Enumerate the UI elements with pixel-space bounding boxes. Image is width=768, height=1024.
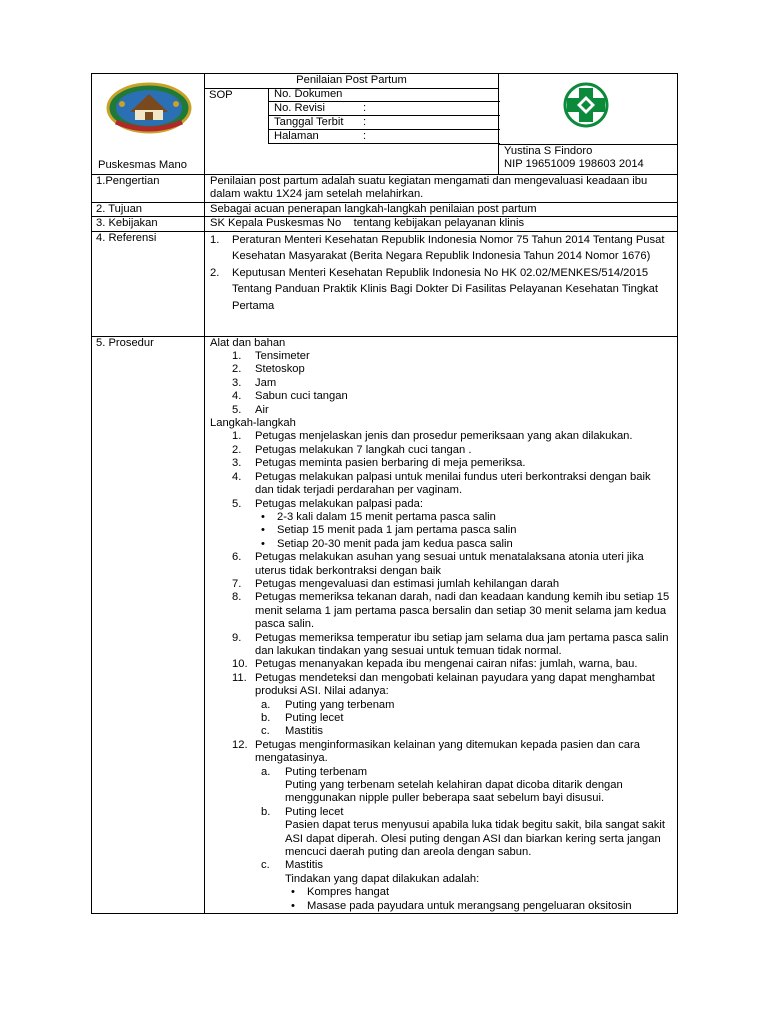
sub-item: c. Mastitis: [261, 725, 323, 738]
field-no-dokumen: No. Dokumen: [269, 88, 500, 102]
list-item: 1. Peraturan Menteri Kesehatan Republik Indonesia Nomor 75 Tahun 2014 Tentang Pusat Kesehatan Masyarakat (Berita Negara Republik Indonesia Tahun 2014 Nomor 1676): [210, 233, 665, 263]
bullet-item: • Masase pada payudara untuk merangsang pengeluaran oksitosin: [291, 899, 632, 912]
list-item: 5. Air: [232, 403, 269, 416]
signature-cell: [499, 74, 677, 174]
label-tujuan: 2. Tujuan: [92, 203, 205, 216]
sub-item: a. Puting yang terbenam: [261, 698, 395, 711]
sub-item: b. Puting lecet: [261, 712, 344, 724]
row-prosedur: [92, 337, 677, 913]
step-item: 12. Petugas menginformasikan kelainan yang ditemukan kepada pasien dan cara mengatasinya. a. Puting terbenam Puting yang terbenam setelah kelahiran dapat dicoba ditarik dengan menggunakan nipple puller beberapa saat sebelum bayi disusui. b. Puting lecet Pasien dapat terus menyusui apabila luka tidak begitu sakit, bila sangat sakit ASI dapat diperah. Olesi puting dengan ASI dan biarkan kering serta jangan mencuci daerah puting dan areola dengan sabun. c. Mastitis Tindakan yang dapat dilakukan adalah: • Kompres hangat • Masase pada payudara untuk merangsang pengeluaran oksitosin: [210, 739, 672, 913]
sop-label: SOP: [209, 89, 233, 101]
signer-nip: NIP 19651009 198603 2014: [504, 158, 644, 171]
label-referensi: 4. Referensi: [92, 232, 205, 336]
list-item: 2. Stetoskop: [232, 363, 305, 376]
bullet-item: • Setiap 20-30 menit pada jam kedua pasca salin: [261, 537, 513, 550]
step-item: 10. Petugas menanyakan kepada ibu mengenai cairan nifas: jumlah, warna, bau.: [232, 658, 638, 671]
alat-list: [210, 350, 672, 417]
step-item: 4. Petugas melakukan palpasi untuk menilai fundus uteri berkontraksi dengan baik dan tidak terjadi perdarahan per vaginam.: [232, 470, 651, 497]
text-kebijakan: SK Kepala Puskesmas No tentang kebijakan pelayanan klinis: [210, 217, 525, 230]
field-halaman: Halaman :: [269, 130, 500, 144]
kemenkes-cross-logo: [559, 82, 613, 128]
row-tujuan: [92, 203, 677, 217]
document-header: [92, 74, 677, 175]
step-item: 8. Petugas memeriksa tekanan darah, nadi dan keadaan kandung kemih ibu setiap 15 menit selama 1 jam pertama pasca bersalin dan setiap 30 menit selama jam kedua pasca salin.: [232, 591, 670, 631]
sub-item: b. Puting lecet Pasien dapat terus menyusui apabila luka tidak begitu sakit, bila sangat sakit ASI dapat diperah. Olesi puting dengan ASI dan biarkan kering serta jangan mencuci daerah puting dan areola dengan sabun.: [261, 805, 665, 859]
step-item: 2. Petugas melakukan 7 langkah cuci tangan .: [232, 443, 472, 456]
signer-name: Yustina S Findoro: [504, 145, 593, 157]
step-item: 3. Petugas meminta pasien berbaring di meja pemeriksa.: [232, 457, 526, 470]
row-referensi: [92, 232, 677, 337]
label-prosedur: 5. Prosedur: [92, 337, 205, 913]
sub-item: c. Mastitis Tindakan yang dapat dilakukan adalah: • Kompres hangat • Masase pada payudara untuk merangsang pengeluaran oksitosin: [261, 859, 632, 912]
text-tujuan: Sebagai acuan penerapan langkah-langkah penilaian post partum: [210, 202, 537, 215]
sop-document: [91, 73, 678, 914]
field-no-revisi: No. Revisi :: [269, 102, 500, 116]
list-item: 3. Jam: [232, 376, 277, 389]
procedure-content: [205, 337, 677, 913]
bullet-item: • Setiap 15 menit pada 1 jam pertama pasca salin: [261, 524, 517, 537]
list-item: 4. Sabun cuci tangan: [232, 390, 348, 403]
label-pengertian: 1.Pengertian: [92, 175, 205, 202]
sub-item: a. Puting terbenam Puting yang terbenam setelah kelahiran dapat dicoba ditarik dengan menggunakan nipple puller beberapa saat sebelum bayi disusui.: [261, 765, 623, 805]
step-item: 7. Petugas mengevaluasi dan estimasi jumlah kehilangan darah: [232, 577, 560, 590]
signer-block: [499, 144, 677, 172]
alat-heading: Alat dan bahan: [210, 336, 286, 349]
field-tanggal-terbit: Tanggal Terbit :: [269, 116, 500, 130]
document-title: Penilaian Post Partum: [205, 74, 498, 89]
puskesmas-name: Puskesmas Mano: [98, 158, 187, 171]
text-pengertian: Penilaian post partum adalah suatu kegiatan mengamati dan mengevaluasi keadaan ibu dalam waktu 1X24 jam setelah melahirkan.: [210, 175, 648, 201]
step-item: 6. Petugas melakukan asuhan yang sesuai untuk menatalaksana atonia uteri jika uterus tidak berkontraksi dengan baik: [232, 551, 644, 577]
bullet-item: • 2-3 kali dalam 15 menit pertama pasca salin: [261, 510, 496, 523]
row-kebijakan: [92, 217, 677, 231]
row-pengertian: [92, 175, 677, 203]
list-item: 1. Tensimeter: [232, 350, 310, 363]
langkah-heading: Langkah-langkah: [210, 417, 296, 430]
logo-cell: [92, 74, 205, 174]
regency-emblem-logo: [106, 82, 192, 134]
step-item: 9. Petugas memeriksa temperatur ibu setiap jam selama dua jam pertama pasca salin dan lakukan tindakan yang sesuai untuk temuan tidak normal.: [232, 631, 669, 657]
document-fields: [268, 88, 500, 144]
list-item: 2. Keputusan Menteri Kesehatan Republik Indonesia No HK 02.02/MENKES/514/2015 Tentang Panduan Praktik Klinis Bagi Dokter Di Fasilitas Pelayanan Kesehatan Tingkat Pertama: [210, 266, 658, 312]
step-item: 11. Petugas mendeteksi dan mengobati kelainan payudara yang dapat menghambat produksi ASI. Nilai adanya: a. Puting yang terbenam b. Puting lecet c. Mastitis: [210, 672, 672, 739]
reference-list: [210, 232, 672, 315]
langkah-list: [210, 430, 672, 913]
step-item: 1. Petugas menjelaskan jenis dan prosedur pemeriksaan yang akan dilakukan.: [232, 430, 633, 443]
label-kebijakan: 3. Kebijakan: [92, 217, 205, 230]
bullet-item: • Kompres hangat: [291, 886, 390, 899]
title-cell: [205, 74, 499, 174]
step-item: 5. Petugas melakukan palpasi pada: • 2-3 kali dalam 15 menit pertama pasca salin • Setiap 15 menit pada 1 jam pertama pasca salin • Setiap 20-30 menit pada jam kedua pasca salin: [210, 498, 672, 552]
